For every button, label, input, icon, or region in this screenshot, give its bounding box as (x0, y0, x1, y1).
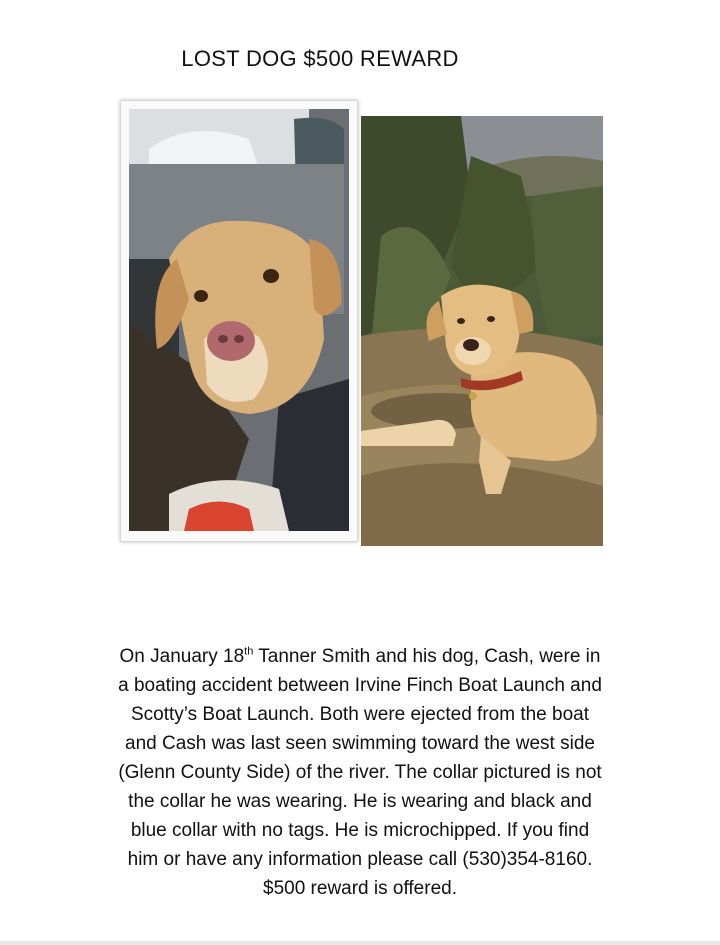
description-line: him or have any information please call (530)354-8160. (127, 849, 593, 870)
description-line: (Glenn County Side) of the river. The collar pictured is not (118, 762, 602, 783)
page-bottom-edge (0, 941, 720, 945)
dog-closeup-photo-frame (120, 100, 358, 542)
reward-line: $500 reward is offered. (263, 878, 457, 899)
description-line: a boating accident between Irvine Finch Boat Launch and (118, 675, 602, 696)
description-line: Scotty’s Boat Launch. Both were ejected from the boat (130, 704, 590, 725)
dog-closeup-photo (129, 109, 349, 531)
description-line: blue collar with no tags. He is microchipped. If you find (130, 820, 590, 841)
dog-hillside-photo (361, 116, 603, 546)
flyer-description (60, 642, 660, 903)
description-line: and Cash was last seen swimming toward the west side (125, 733, 595, 754)
dog-hillside-photo-frame (361, 116, 603, 551)
flyer-title: LOST DOG $500 REWARD (181, 46, 459, 71)
description-line: the collar he was wearing. He is wearing and black and (128, 791, 592, 812)
description-line: On January 18th Tanner Smith and his dog, Cash, were in (119, 645, 601, 667)
